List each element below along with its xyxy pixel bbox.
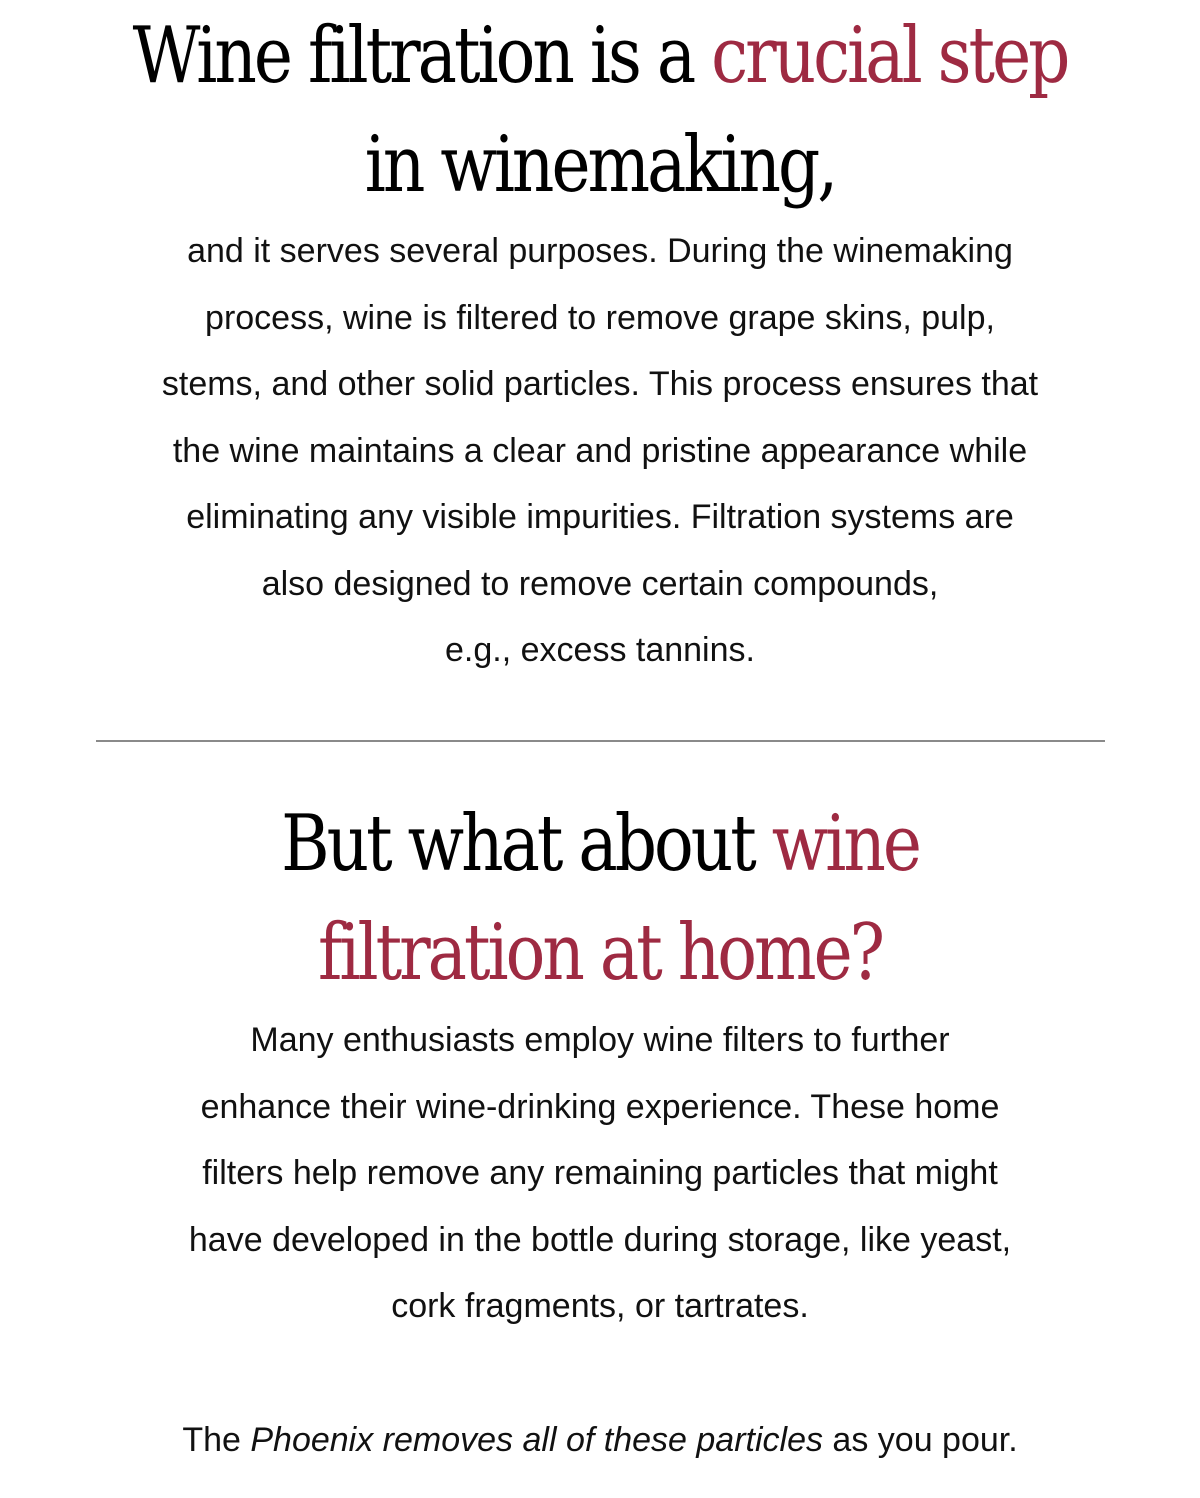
paragraph-line: enhance their wine-drinking experience. These home	[200, 1087, 1000, 1126]
paragraph-line: stems, and other solid particles. This process ensures that	[161, 365, 1039, 403]
closing-line	[60, 1407, 1140, 1474]
section1-heading-line2: in winemaking,	[364, 118, 836, 210]
paragraph-line: have developed in the bottle during storage, like yeast,	[188, 1220, 1012, 1259]
closing-prefix: The	[182, 1421, 251, 1459]
paragraph-line: e.g., excess tannins.	[445, 631, 755, 669]
paragraph-line: filters help remove any remaining particles that might	[202, 1154, 998, 1192]
section2-heading-line1	[281, 798, 919, 889]
section2-paragraph	[60, 1007, 1140, 1340]
paragraph-line: also designed to remove certain compounds,	[261, 564, 939, 603]
section2-heading-line2: filtration at home?	[317, 906, 883, 998]
section-divider	[96, 740, 1105, 742]
closing-suffix: as you pour.	[822, 1421, 1018, 1459]
paragraph-line: and it serves several purposes. During the winemaking	[187, 232, 1013, 270]
paragraph-line: Many enthusiasts employ wine filters to further	[250, 1021, 950, 1059]
section1-heading	[0, 2, 1200, 219]
heading-plain-text: But what about	[281, 798, 772, 890]
closing-statement	[60, 1407, 1140, 1474]
heading-accent-text: crucial step	[711, 10, 1068, 102]
heading-accent-text: wine	[771, 798, 919, 890]
paragraph-line: the wine maintains a clear and pristine appearance while	[172, 431, 1028, 470]
section1-paragraph	[60, 218, 1140, 684]
closing-emphasis: Phoenix removes all of these particles	[250, 1421, 823, 1459]
paragraph-line: cork fragments, or tartrates.	[391, 1287, 809, 1325]
heading-plain-text: Wine filtration is a	[132, 10, 712, 102]
section1-heading-line1	[133, 10, 1068, 101]
section2-heading	[0, 790, 1200, 1007]
paragraph-line: eliminating any visible impurities. Filtration systems are	[186, 498, 1014, 536]
paragraph-line: process, wine is filtered to remove grape skins, pulp,	[205, 298, 995, 337]
